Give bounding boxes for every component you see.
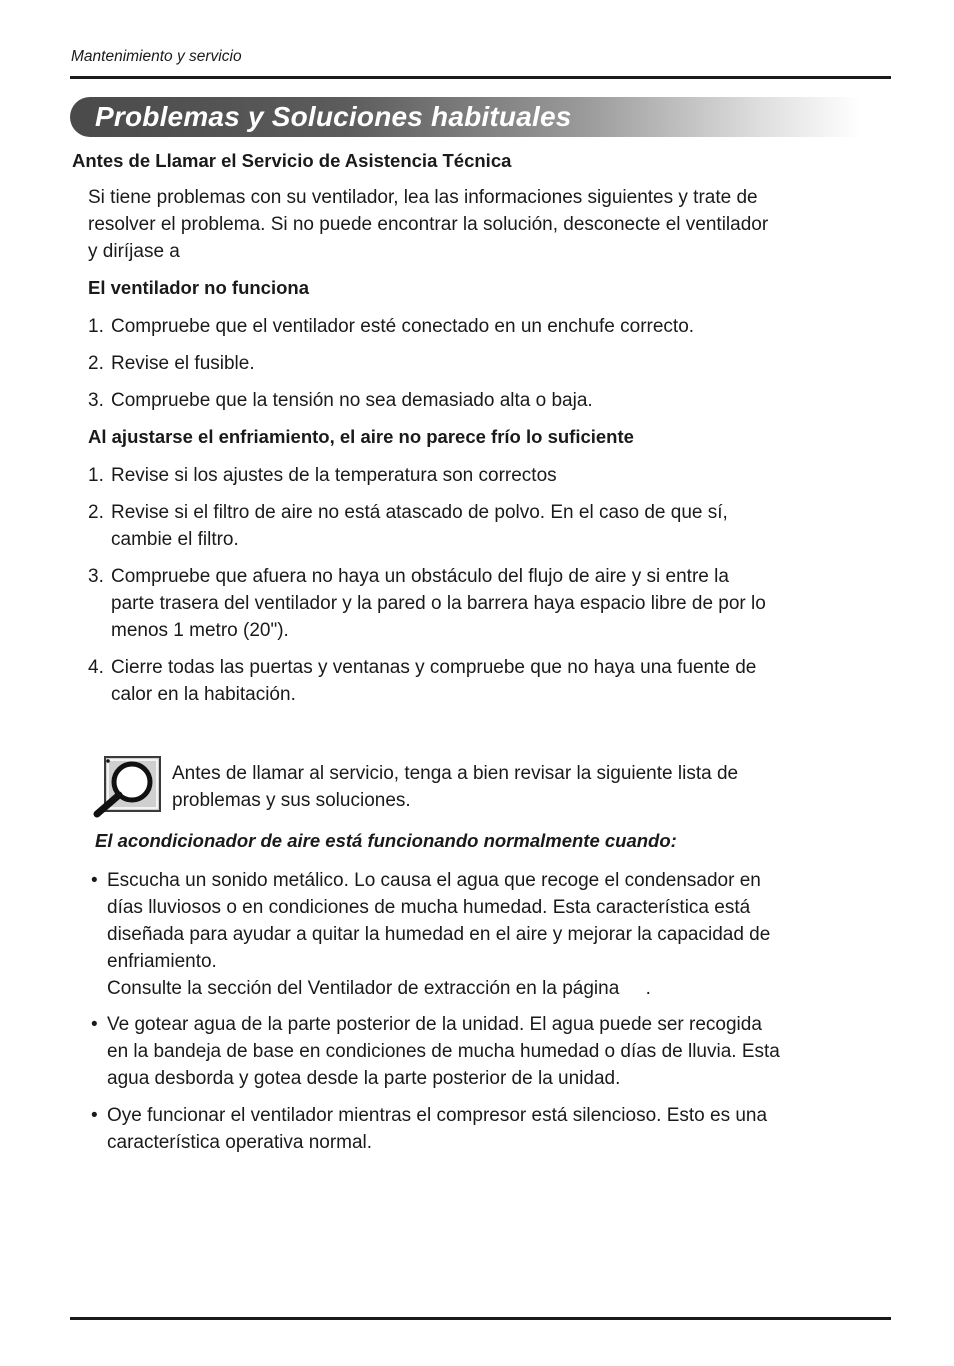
item-number: 3. xyxy=(88,566,104,587)
bullet-item xyxy=(91,1102,906,1156)
bullet-text: agua desborda y gotea desde la parte posterior de la unidad. xyxy=(107,1068,621,1089)
bullet-marker: • xyxy=(91,1014,98,1035)
bullet-marker: • xyxy=(91,870,98,891)
page-title: Problemas y Soluciones habituales xyxy=(95,101,572,132)
item-number: 2. xyxy=(88,353,104,374)
item-text: menos 1 metro (20"). xyxy=(111,620,289,641)
normal-operation-heading: El acondicionador de aire está funcionando normalmente cuando: xyxy=(95,830,677,851)
item-number: 2. xyxy=(88,502,104,523)
intro-line: y diríjase a xyxy=(88,241,180,262)
item-text: Revise el fusible. xyxy=(111,353,255,374)
problem2-item xyxy=(88,499,903,553)
item-text: calor en la habitación. xyxy=(111,684,296,705)
problem1-item xyxy=(88,350,903,377)
footer-divider xyxy=(70,1317,891,1320)
item-text: Compruebe que el ventilador esté conectado en un enchufe correcto. xyxy=(111,316,695,337)
intro-line: Si tiene problemas con su ventilador, lea las informaciones siguientes y trate de xyxy=(88,187,758,208)
bullet-text: característica operativa normal. xyxy=(107,1132,373,1153)
bullet-text: Escucha un sonido metálico. Lo causa el agua que recoge el condensador en xyxy=(107,870,761,891)
title-banner xyxy=(70,97,860,137)
problem1-item xyxy=(88,387,903,414)
bullet-text: Consulte la sección del Ventilador de extracción en la página . xyxy=(107,978,651,999)
bullet-text: Ve gotear agua de la parte posterior de la unidad. El agua puede ser recogida xyxy=(107,1014,762,1035)
note-line: Antes de llamar al servicio, tenga a bien revisar la siguiente lista de xyxy=(172,763,739,784)
bullet-marker: • xyxy=(91,1105,98,1126)
item-text: cambie el filtro. xyxy=(111,529,239,550)
problem2-item xyxy=(88,462,903,489)
bullet-item xyxy=(91,1011,906,1092)
magnifier-icon xyxy=(92,756,162,818)
item-number: 3. xyxy=(88,390,104,411)
bullet-text: en la bandeja de base en condiciones de mucha humedad o días de lluvia. Esta xyxy=(107,1041,780,1062)
note-line: problemas y sus soluciones. xyxy=(172,790,411,811)
problem2-item xyxy=(88,654,903,708)
item-text: Compruebe que la tensión no sea demasiado alta o baja. xyxy=(111,390,593,411)
bullet-text: diseñada para ayudar a quitar la humedad en el aire y mejorar la capacidad de xyxy=(107,924,771,945)
bullet-text: Oye funcionar el ventilador mientras el compresor está silencioso. Esto es una xyxy=(107,1105,768,1126)
item-text: parte trasera del ventilador y la pared o la barrera haya espacio libre de por lo xyxy=(111,593,766,614)
item-text: Cierre todas las puertas y ventanas y compruebe que no haya una fuente de xyxy=(111,657,757,678)
intro-paragraph xyxy=(88,184,903,265)
item-text: Compruebe que afuera no haya un obstáculo del flujo de aire y si entre la xyxy=(111,566,729,587)
section-heading: Antes de Llamar el Servicio de Asistencia Técnica xyxy=(72,150,512,171)
page-header-label: Mantenimiento y servicio xyxy=(71,48,242,65)
problem2-item xyxy=(88,563,903,644)
bullet-text: enfriamiento. xyxy=(107,951,217,972)
item-number: 4. xyxy=(88,657,104,678)
item-number: 1. xyxy=(88,316,104,337)
header-divider xyxy=(70,76,891,79)
note-text xyxy=(172,760,892,814)
item-text: Revise si los ajustes de la temperatura son correctos xyxy=(111,465,557,486)
item-text: Revise si el filtro de aire no está atascado de polvo. En el caso de que sí, xyxy=(111,502,728,523)
bullet-text: días lluviosos o en condiciones de mucha humedad. Esta característica está xyxy=(107,897,751,918)
intro-line: resolver el problema. Si no puede encontrar la solución, desconecte el ventilador xyxy=(88,214,769,235)
problem1-item xyxy=(88,313,903,340)
item-number: 1. xyxy=(88,465,104,486)
bullet-item xyxy=(91,867,906,1002)
problem1-heading: El ventilador no funciona xyxy=(88,277,309,298)
problem2-heading: Al ajustarse el enfriamiento, el aire no parece frío lo suficiente xyxy=(88,426,634,447)
